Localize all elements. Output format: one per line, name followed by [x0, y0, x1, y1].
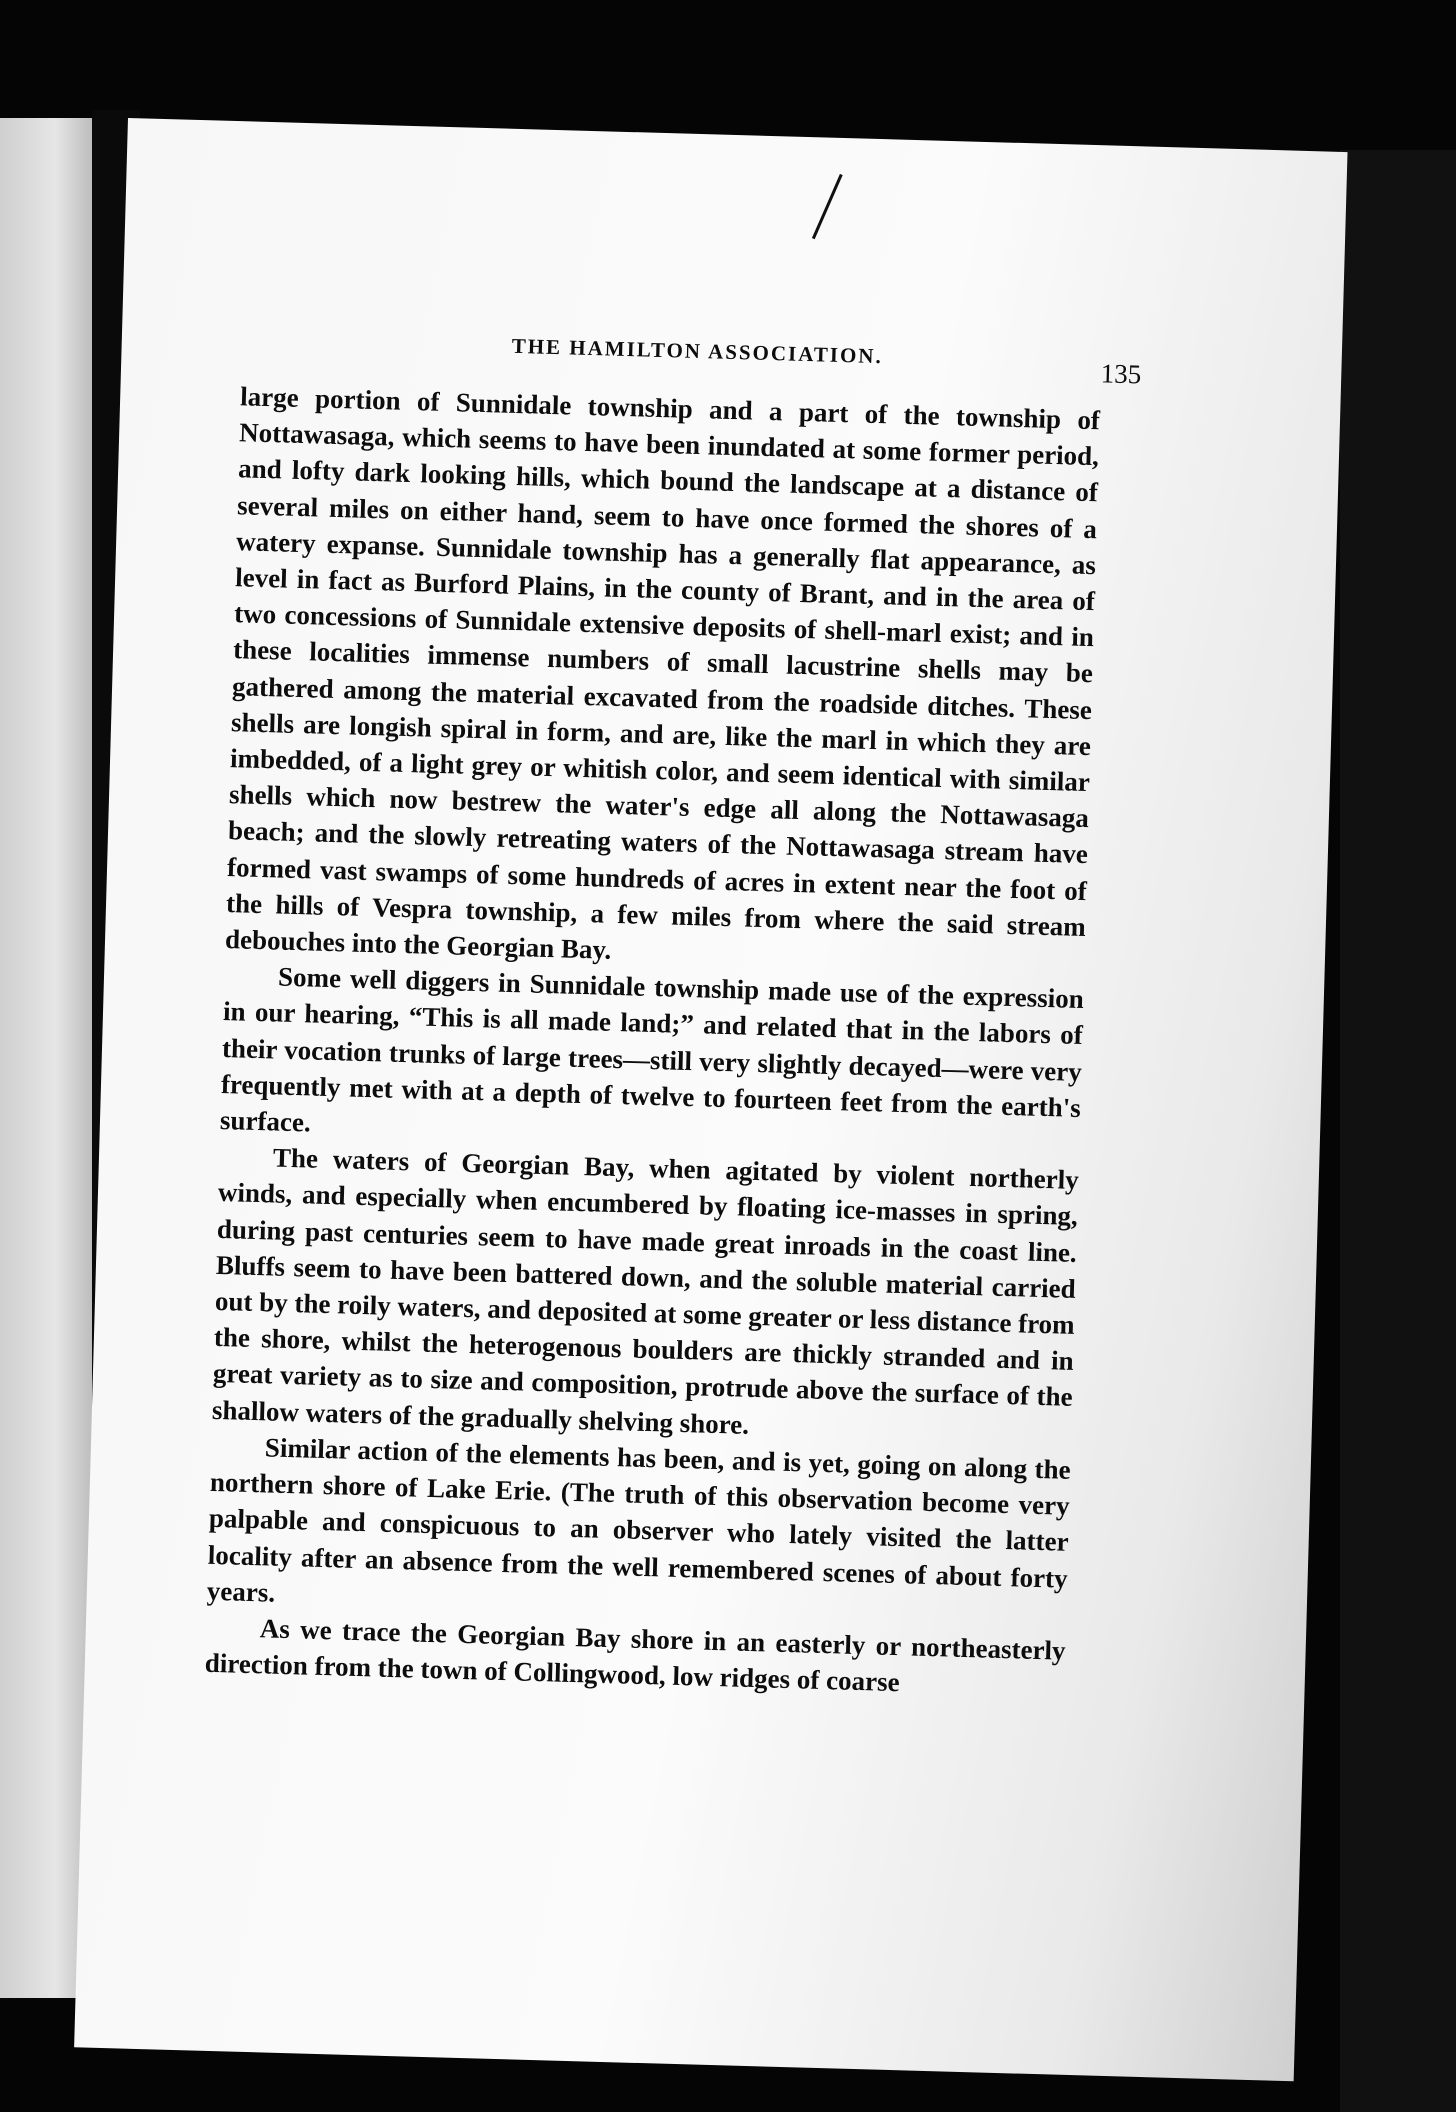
paragraph-2: Some well diggers in Sunnidale township made use of the expression in our hearing, “This is all made land;” and related that in the labors of their vocation trunks of large trees—still very slightly decayed—were very frequently met with at a depth of twelve to fourteen feet from the earth's surface. [219, 961, 1085, 1138]
pen-stroke-mark [812, 174, 843, 239]
book-page [74, 118, 1347, 2081]
paragraph-5: As we trace the Georgian Bay shore in an easterly or northeasterly direction from the town of Collingwood, low ridges of coarse [204, 1613, 1066, 1698]
paragraph-1: large portion of Sunnidale township and a part of the township of Nottawasaga, which seems to have been inundated at some former period, and lofty dark looking hills, which bound the landscape at a distance of several miles on either hand, seem to have once formed the shores of a watery expanse. Sunnidale township has a generally flat appearance, as level in fact as Burford Plains, in the county of Brant, and in the area of two concessions of Sunnidale extensive deposits of shell-marl exist; and in these localities immense numbers of small lacustrine shells may be gathered among the material excavated from the roadside ditches. These shells are longish spiral in form, and are, like the marl in which they are imbedded, of a light grey or whitish color, and seem identical with similar shells which now bestrew the water's edge all along the Nottawasaga beach; and the slowly retreating waters of the Nottawasaga stream have formed vast swamps of some hundreds of acres in extent near the foot of the hills of Vespra township, a few miles from where the said stream debouches into the Georgian Bay. [224, 381, 1101, 965]
body-text [204, 378, 1100, 1705]
paragraph-3: The waters of Georgian Bay, when agitated by violent northerly winds, and especially when encumbered by floating ice-masses in spring, during past centuries seem to have made great inroads in the coast line. Bluffs seem to have been battered down, and the soluble material carried out by the roily waters, and deposited at some greater or less distance from the shore, whilst the heterogenous boulders are thickly stranded and in great variety as to size and composition, protrude above the surface of the shallow waters of the gradually shelving shore. [211, 1142, 1080, 1440]
page-text-block [204, 326, 1142, 1705]
running-head: THE HAMILTON ASSOCIATION. [511, 333, 884, 369]
right-background [1340, 150, 1456, 2112]
paragraph-4: Similar action of the elements has been, and is yet, going on along the northern shore of Lake Erie. (The truth of this observation become very palpable and conspicuous to an observer who lately visited the latter locality after an absence from the well remembered scenes of about forty years. [206, 1432, 1072, 1608]
page-number: 135 [1100, 358, 1142, 390]
left-page-edge [0, 118, 92, 1998]
